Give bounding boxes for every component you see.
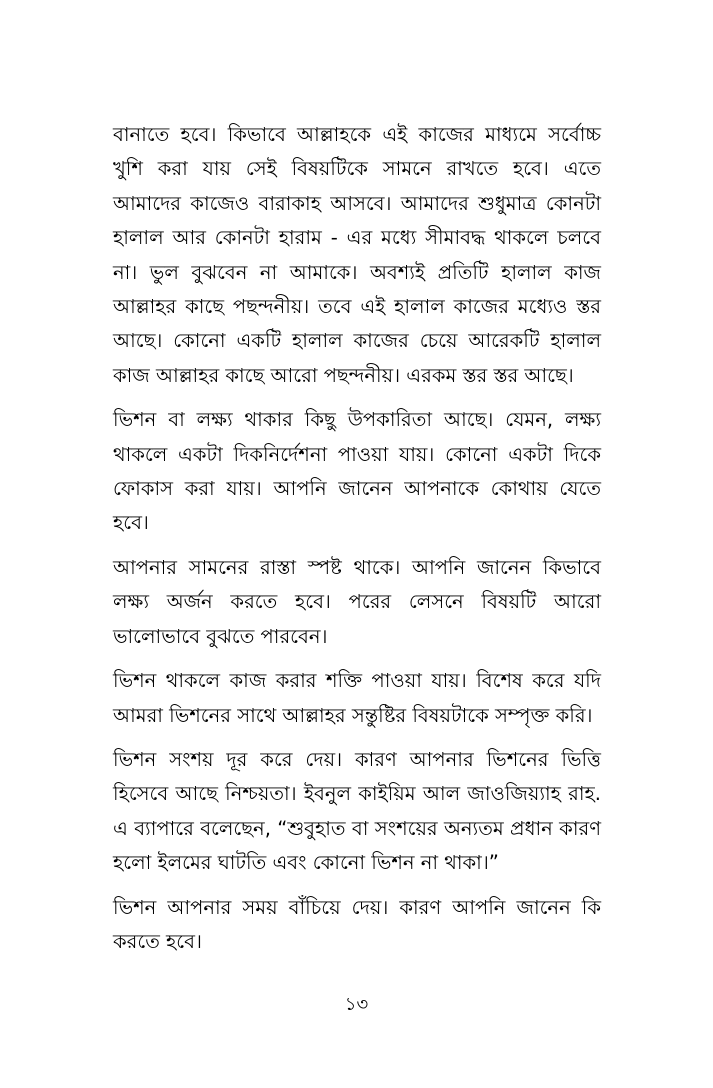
paragraph-4: ভিশন থাকলে কাজ করার শক্তি পাওয়া যায়। বিশেষ করে যদি আমরা ভিশনের সাথে আল্লাহর সন্তুষ্টির বিষয়টাকে সম্পৃক্ত করি। [113, 669, 601, 727]
paragraph-1: বানাতে হবে। কিভাবে আল্লাহকে এই কাজের মাধ্যমে সর্বোচ্চ খুশি করা যায় সেই বিষয়টিকে সামনে রাখতে হবে। এতে আমাদের কাজেও বারাকাহ আসবে। আমাদের শুধুমাত্র কোনটা হালাল আর কোনটা হারাম - এর মধ্যে সীমাবদ্ধ থাকলে চলবে না। ভুল বুঝবেন না আমাকে। অবশ্যই প্রতিটি হালাল কাজ আল্লাহর কাছে পছন্দনীয়। তবে এই হালাল কাজের মধ্যেও স্তর আছে। কোনো একটি হালাল কাজের চেয়ে আরেকটি হালাল কাজ আল্লাহর কাছে আরো পছন্দনীয়। এরকম স্তর স্তর আছে। [113, 123, 601, 387]
paragraph-5: ভিশন সংশয় দূর করে দেয়। কারণ আপনার ভিশনের ভিত্তি হিসেবে আছে নিশ্চয়তা। ইবনুল কাইয়িম আল জাওজিয়্যাহ রাহ. এ ব্যাপারে বলেছেন, “শুবুহাত বা সংশয়ের অন্যতম প্রধান কারণ হলো ইলমের ঘাটতি এবং কোনো ভিশন না থাকা।” [113, 747, 601, 875]
paragraph-2: ভিশন বা লক্ষ্য থাকার কিছু উপকারিতা আছে। যেমন, লক্ষ্য থাকলে একটা দিকনির্দেশনা পাওয়া যায়। কোনো একটা দিকে ফোকাস করা যায়। আপনি জানেন আপনাকে কোথায় যেতে হবে। [113, 408, 601, 535]
paragraph-3: আপনার সামনের রাস্তা স্পষ্ট থাকে। আপনি জানেন কিভাবে লক্ষ্য অর্জন করতে হবে। পরের লেসনে বিষয়টি আরো ভালোভাবে বুঝতে পারবেন। [113, 555, 601, 648]
page-body [113, 118, 601, 969]
paragraph-6: ভিশন আপনার সময় বাঁচিয়ে দেয়। কারণ আপনি জানেন কি করতে হবে। [113, 895, 601, 953]
page-number: ১৩ [344, 994, 369, 1015]
